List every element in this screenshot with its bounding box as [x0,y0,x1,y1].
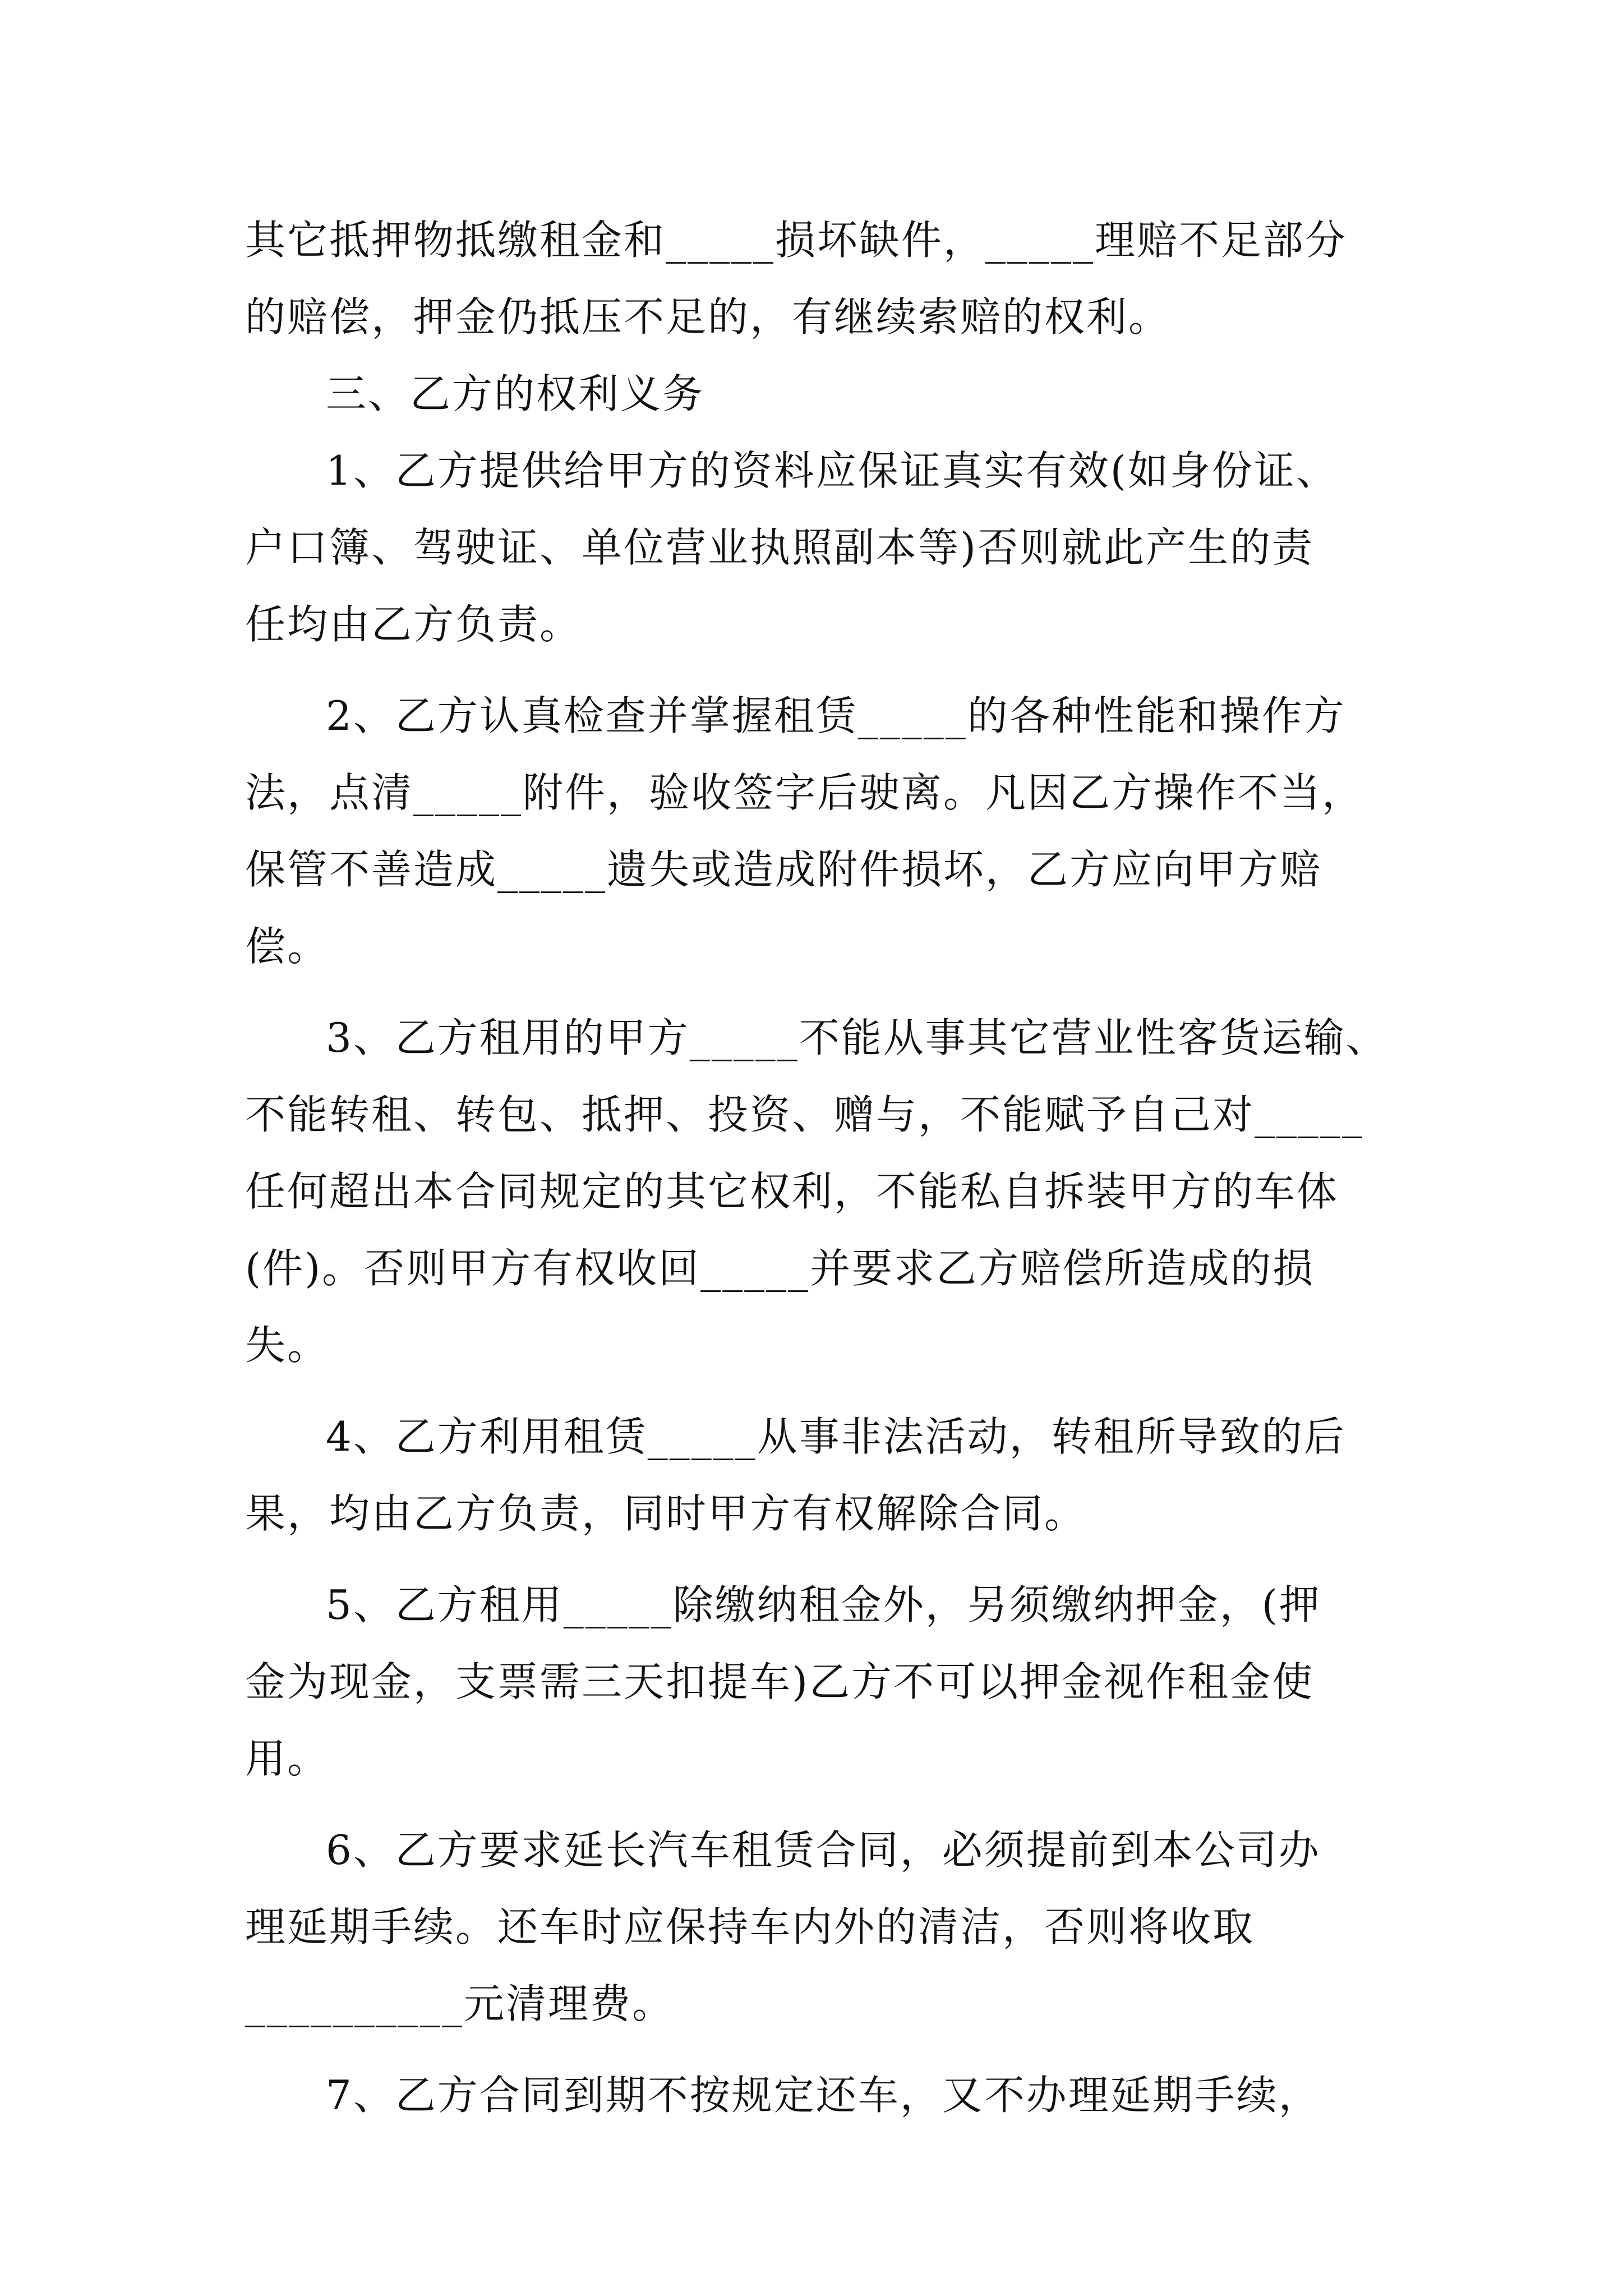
text-line: 不能转租、转包、抵押、投资、赠与，不能赋予自己对_____ [245,1091,1364,1138]
text-line: 的赔偿，押金仍抵压不足的，有继续索赔的权利。 [245,293,1171,341]
text-line: 7、乙方合同到期不按规定还车，又不办理延期手续， [326,2072,1321,2119]
text-line: 3、乙方租用的甲方_____不能从事其它营业性客货运输、 [326,1014,1388,1061]
text-line: 5、乙方租用_____除缴纳租金外，另须缴纳押金，(押 [326,1581,1321,1628]
contract-text [245,202,1388,2134]
text-line: 理延期手续。还车时应保持车内外的清洁，否则将收取 [245,1903,1255,1950]
section-heading: 三、乙方的权利义务 [326,370,705,417]
text-line: 1、乙方提供给甲方的资料应保证真实有效(如身份证、 [326,447,1338,494]
text-line: 法，点清_____附件，验收签字后驶离。凡因乙方操作不当， [245,769,1364,816]
text-line: 其它抵押物抵缴租金和_____损坏缺件，_____理赔不足部分 [245,217,1348,264]
text-line: 金为现金，支票需三天扣提车)乙方不可以押金视作租金使 [245,1658,1315,1705]
text-line: 任何超出本合同规定的其它权利，不能私自拆装甲方的车体 [245,1168,1339,1215]
text-line: 户口簿、驾驶证、单位营业执照副本等)否则就此产生的责 [245,524,1315,571]
text-line: 失。 [245,1322,330,1369]
text-line: 6、乙方要求延长汽车租赁合同，必须提前到本公司办 [326,1826,1321,1874]
text-line: 保管不善造成_____遗失或造成附件损坏，乙方应向甲方赔 [245,846,1322,893]
text-line: 2、乙方认真检查并掌握租赁_____的各种性能和操作方 [326,692,1346,739]
text-line: 用。 [245,1735,330,1782]
text-line: 4、乙方利用租赁_____从事非法活动，转租所导致的后 [326,1413,1346,1460]
text-line: __________元清理费。 [245,1980,675,2027]
text-line: 果，均由乙方负责，同时甲方有权解除合同。 [245,1490,1087,1537]
text-line: 偿。 [245,923,330,970]
text-line: (件)。否则甲方有权收回_____并要求乙方赔偿所造成的损 [245,1245,1315,1292]
text-line: 任均由乙方负责。 [245,601,582,648]
